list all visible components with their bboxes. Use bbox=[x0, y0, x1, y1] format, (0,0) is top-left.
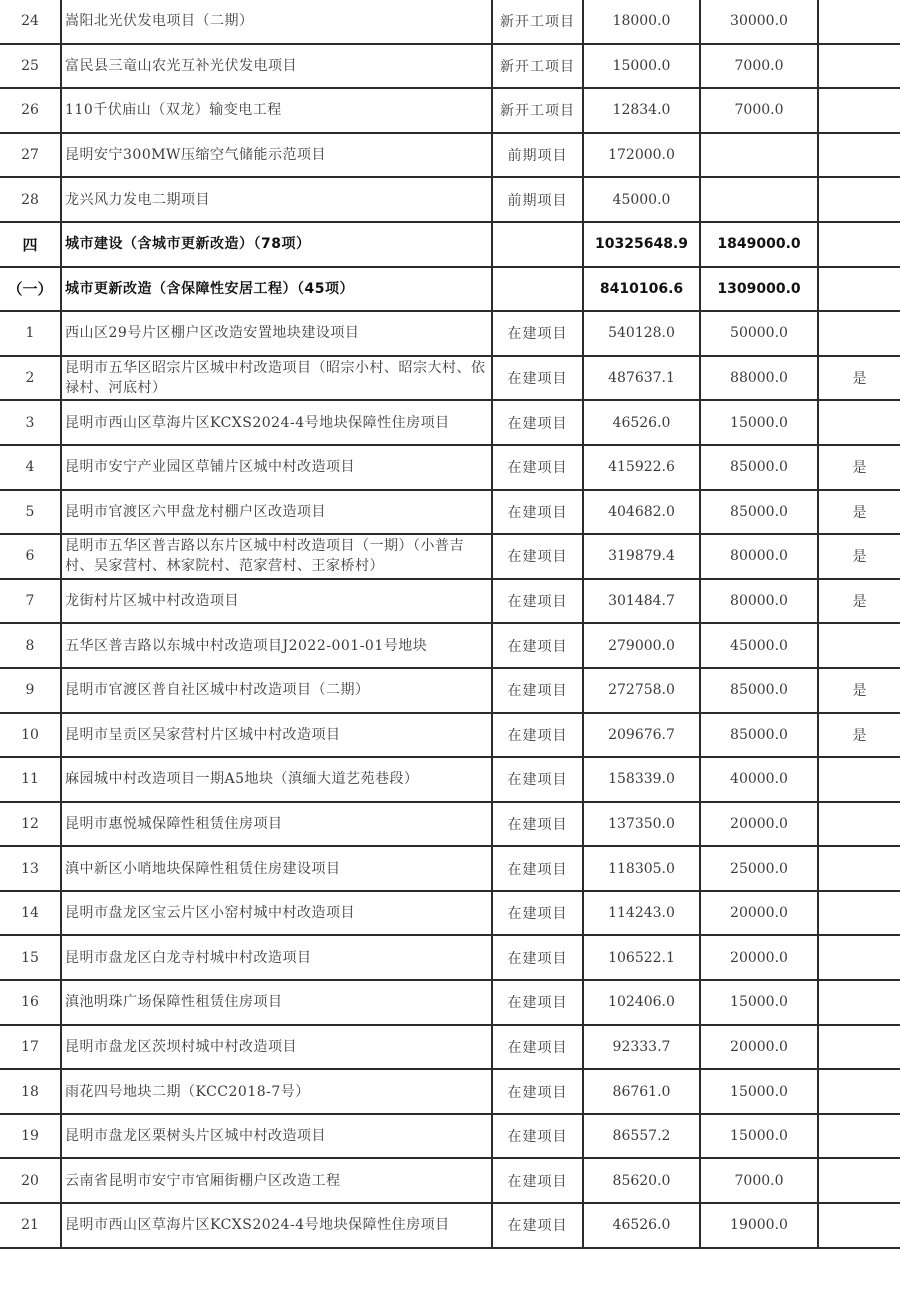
total-investment: 12834.0 bbox=[583, 88, 700, 133]
row-number: 7 bbox=[0, 579, 61, 624]
flag-cell bbox=[818, 0, 900, 44]
project-type: 前期项目 bbox=[492, 177, 583, 222]
total-investment: 279000.0 bbox=[583, 623, 700, 668]
project-name: 雨花四号地块二期（KCC2018-7号） bbox=[61, 1069, 492, 1114]
table-row bbox=[0, 668, 900, 713]
table-row bbox=[0, 935, 900, 980]
project-name: 昆明安宁300MW压缩空气储能示范项目 bbox=[61, 133, 492, 178]
row-number: 5 bbox=[0, 490, 61, 535]
flag-cell bbox=[818, 177, 900, 222]
total-investment: 85620.0 bbox=[583, 1158, 700, 1203]
project-name: 五华区普吉路以东城中村改造项目J2022-001-01号地块 bbox=[61, 623, 492, 668]
flag-cell: 是 bbox=[818, 713, 900, 758]
table-row bbox=[0, 802, 900, 847]
row-number: 8 bbox=[0, 623, 61, 668]
project-name: 昆明市官渡区普自社区城中村改造项目（二期） bbox=[61, 668, 492, 713]
annual-investment: 15000.0 bbox=[700, 400, 818, 445]
project-type: 在建项目 bbox=[492, 1203, 583, 1248]
row-number: 20 bbox=[0, 1158, 61, 1203]
row-number: 18 bbox=[0, 1069, 61, 1114]
table-row bbox=[0, 713, 900, 758]
flag-cell bbox=[818, 222, 900, 267]
annual-investment: 80000.0 bbox=[700, 534, 818, 579]
row-number: 28 bbox=[0, 177, 61, 222]
total-investment: 102406.0 bbox=[583, 980, 700, 1025]
flag-cell bbox=[818, 267, 900, 312]
annual-investment: 1849000.0 bbox=[700, 222, 818, 267]
flag-cell bbox=[818, 757, 900, 802]
total-investment: 487637.1 bbox=[583, 356, 700, 401]
flag-cell bbox=[818, 44, 900, 89]
annual-investment: 7000.0 bbox=[700, 44, 818, 89]
table-row bbox=[0, 623, 900, 668]
project-type: 在建项目 bbox=[492, 400, 583, 445]
project-name: 110千伏庙山（双龙）输变电工程 bbox=[61, 88, 492, 133]
project-type: 在建项目 bbox=[492, 534, 583, 579]
project-type: 新开工项目 bbox=[492, 44, 583, 89]
row-number: 24 bbox=[0, 0, 61, 44]
annual-investment: 45000.0 bbox=[700, 623, 818, 668]
project-name: 昆明市安宁产业园区草铺片区城中村改造项目 bbox=[61, 445, 492, 490]
project-name: 昆明市五华区昭宗片区城中村改造项目（昭宗小村、昭宗大村、依禄村、河底村） bbox=[61, 356, 492, 401]
flag-cell bbox=[818, 133, 900, 178]
project-type: 在建项目 bbox=[492, 713, 583, 758]
annual-investment: 80000.0 bbox=[700, 579, 818, 624]
project-name: 昆明市官渡区六甲盘龙村棚户区改造项目 bbox=[61, 490, 492, 535]
project-name: 昆明市五华区普吉路以东片区城中村改造项目（一期）（小普吉村、吴家营村、林家院村、范家营村、王家桥村） bbox=[61, 534, 492, 579]
project-type: 在建项目 bbox=[492, 668, 583, 713]
project-type: 在建项目 bbox=[492, 1025, 583, 1070]
annual-investment: 85000.0 bbox=[700, 668, 818, 713]
project-name: 昆明市呈贡区吴家营村片区城中村改造项目 bbox=[61, 713, 492, 758]
total-investment: 172000.0 bbox=[583, 133, 700, 178]
total-investment: 18000.0 bbox=[583, 0, 700, 44]
total-investment: 158339.0 bbox=[583, 757, 700, 802]
table-row bbox=[0, 0, 900, 44]
project-name: 龙兴风力发电二期项目 bbox=[61, 177, 492, 222]
row-number: 1 bbox=[0, 311, 61, 356]
row-number: 27 bbox=[0, 133, 61, 178]
total-investment: 209676.7 bbox=[583, 713, 700, 758]
total-investment: 46526.0 bbox=[583, 1203, 700, 1248]
project-type bbox=[492, 222, 583, 267]
total-investment: 46526.0 bbox=[583, 400, 700, 445]
table-row bbox=[0, 891, 900, 936]
annual-investment: 85000.0 bbox=[700, 490, 818, 535]
flag-cell bbox=[818, 1025, 900, 1070]
table-row bbox=[0, 311, 900, 356]
table-row bbox=[0, 534, 900, 579]
project-name: 滇池明珠广场保障性租赁住房项目 bbox=[61, 980, 492, 1025]
project-name: 龙街村片区城中村改造项目 bbox=[61, 579, 492, 624]
flag-cell bbox=[818, 88, 900, 133]
project-type: 在建项目 bbox=[492, 623, 583, 668]
row-number: 17 bbox=[0, 1025, 61, 1070]
total-investment: 118305.0 bbox=[583, 846, 700, 891]
project-type: 在建项目 bbox=[492, 579, 583, 624]
project-type: 在建项目 bbox=[492, 802, 583, 847]
row-number: 21 bbox=[0, 1203, 61, 1248]
flag-cell: 是 bbox=[818, 356, 900, 401]
project-name: 富民县三竜山农光互补光伏发电项目 bbox=[61, 44, 492, 89]
annual-investment: 20000.0 bbox=[700, 802, 818, 847]
row-number: 15 bbox=[0, 935, 61, 980]
table-row bbox=[0, 490, 900, 535]
flag-cell: 是 bbox=[818, 668, 900, 713]
total-investment: 86761.0 bbox=[583, 1069, 700, 1114]
annual-investment bbox=[700, 133, 818, 178]
table-row bbox=[0, 757, 900, 802]
project-type: 在建项目 bbox=[492, 1069, 583, 1114]
total-investment: 319879.4 bbox=[583, 534, 700, 579]
row-number: 9 bbox=[0, 668, 61, 713]
row-number: 12 bbox=[0, 802, 61, 847]
annual-investment: 85000.0 bbox=[700, 445, 818, 490]
section-header-row bbox=[0, 222, 900, 267]
table-row bbox=[0, 400, 900, 445]
row-number: 26 bbox=[0, 88, 61, 133]
project-type: 在建项目 bbox=[492, 757, 583, 802]
annual-investment: 20000.0 bbox=[700, 1025, 818, 1070]
total-investment: 415922.6 bbox=[583, 445, 700, 490]
total-investment: 8410106.6 bbox=[583, 267, 700, 312]
project-type: 在建项目 bbox=[492, 980, 583, 1025]
flag-cell bbox=[818, 1114, 900, 1159]
project-name: 昆明市盘龙区栗树头片区城中村改造项目 bbox=[61, 1114, 492, 1159]
project-name: 嵩阳北光伏发电项目（二期） bbox=[61, 0, 492, 44]
annual-investment: 20000.0 bbox=[700, 891, 818, 936]
project-name: 昆明市盘龙区白龙寺村城中村改造项目 bbox=[61, 935, 492, 980]
row-number: 11 bbox=[0, 757, 61, 802]
total-investment: 106522.1 bbox=[583, 935, 700, 980]
table-row bbox=[0, 579, 900, 624]
annual-investment: 85000.0 bbox=[700, 713, 818, 758]
flag-cell bbox=[818, 1069, 900, 1114]
annual-investment: 25000.0 bbox=[700, 846, 818, 891]
table-row bbox=[0, 1203, 900, 1248]
flag-cell: 是 bbox=[818, 579, 900, 624]
project-name: 昆明市西山区草海片区KCXS2024-4号地块保障性住房项目 bbox=[61, 400, 492, 445]
project-type: 在建项目 bbox=[492, 490, 583, 535]
total-investment: 272758.0 bbox=[583, 668, 700, 713]
project-name: 昆明市盘龙区茨坝村城中村改造项目 bbox=[61, 1025, 492, 1070]
flag-cell bbox=[818, 400, 900, 445]
annual-investment: 15000.0 bbox=[700, 1114, 818, 1159]
flag-cell bbox=[818, 935, 900, 980]
row-number: 2 bbox=[0, 356, 61, 401]
total-investment: 15000.0 bbox=[583, 44, 700, 89]
table-row bbox=[0, 356, 900, 401]
annual-investment: 15000.0 bbox=[700, 1069, 818, 1114]
project-type: 新开工项目 bbox=[492, 0, 583, 44]
section-header-row bbox=[0, 267, 900, 312]
project-name: 滇中新区小哨地块保障性租赁住房建设项目 bbox=[61, 846, 492, 891]
annual-investment: 20000.0 bbox=[700, 935, 818, 980]
annual-investment bbox=[700, 177, 818, 222]
project-type: 在建项目 bbox=[492, 1158, 583, 1203]
flag-cell: 是 bbox=[818, 534, 900, 579]
row-number: 4 bbox=[0, 445, 61, 490]
annual-investment: 1309000.0 bbox=[700, 267, 818, 312]
project-type: 在建项目 bbox=[492, 891, 583, 936]
table-row bbox=[0, 133, 900, 178]
project-name: 昆明市西山区草海片区KCXS2024-4号地块保障性住房项目 bbox=[61, 1203, 492, 1248]
project-type: 新开工项目 bbox=[492, 88, 583, 133]
row-number: 四 bbox=[0, 222, 61, 267]
flag-cell bbox=[818, 311, 900, 356]
project-type: 在建项目 bbox=[492, 846, 583, 891]
flag-cell bbox=[818, 1203, 900, 1248]
total-investment: 92333.7 bbox=[583, 1025, 700, 1070]
flag-cell: 是 bbox=[818, 445, 900, 490]
table-row bbox=[0, 1114, 900, 1159]
row-number: 19 bbox=[0, 1114, 61, 1159]
annual-investment: 40000.0 bbox=[700, 757, 818, 802]
annual-investment: 19000.0 bbox=[700, 1203, 818, 1248]
project-name: 云南省昆明市安宁市官厢街棚户区改造工程 bbox=[61, 1158, 492, 1203]
row-number: （一） bbox=[0, 267, 61, 312]
annual-investment: 7000.0 bbox=[700, 1158, 818, 1203]
table-row bbox=[0, 44, 900, 89]
total-investment: 540128.0 bbox=[583, 311, 700, 356]
flag-cell bbox=[818, 891, 900, 936]
project-type: 在建项目 bbox=[492, 445, 583, 490]
total-investment: 404682.0 bbox=[583, 490, 700, 535]
row-number: 13 bbox=[0, 846, 61, 891]
project-name: 昆明市盘龙区宝云片区小窑村城中村改造项目 bbox=[61, 891, 492, 936]
table-row bbox=[0, 177, 900, 222]
flag-cell bbox=[818, 980, 900, 1025]
project-name: 麻园城中村改造项目一期A5地块（滇缅大道艺苑巷段） bbox=[61, 757, 492, 802]
table-row bbox=[0, 846, 900, 891]
table-row bbox=[0, 1158, 900, 1203]
project-type: 前期项目 bbox=[492, 133, 583, 178]
table-row bbox=[0, 445, 900, 490]
total-investment: 301484.7 bbox=[583, 579, 700, 624]
row-number: 25 bbox=[0, 44, 61, 89]
flag-cell: 是 bbox=[818, 490, 900, 535]
row-number: 6 bbox=[0, 534, 61, 579]
annual-investment: 50000.0 bbox=[700, 311, 818, 356]
project-type: 在建项目 bbox=[492, 311, 583, 356]
table-row bbox=[0, 980, 900, 1025]
row-number: 14 bbox=[0, 891, 61, 936]
total-investment: 86557.2 bbox=[583, 1114, 700, 1159]
project-type: 在建项目 bbox=[492, 1114, 583, 1159]
total-investment: 45000.0 bbox=[583, 177, 700, 222]
total-investment: 137350.0 bbox=[583, 802, 700, 847]
flag-cell bbox=[818, 623, 900, 668]
flag-cell bbox=[818, 846, 900, 891]
project-name: 城市建设（含城市更新改造）（78项） bbox=[61, 222, 492, 267]
table-row bbox=[0, 1025, 900, 1070]
total-investment: 10325648.9 bbox=[583, 222, 700, 267]
flag-cell bbox=[818, 802, 900, 847]
project-type bbox=[492, 267, 583, 312]
row-number: 16 bbox=[0, 980, 61, 1025]
project-type: 在建项目 bbox=[492, 356, 583, 401]
annual-investment: 30000.0 bbox=[700, 0, 818, 44]
project-name: 城市更新改造（含保障性安居工程）（45项） bbox=[61, 267, 492, 312]
project-name: 西山区29号片区棚户区改造安置地块建设项目 bbox=[61, 311, 492, 356]
row-number: 10 bbox=[0, 713, 61, 758]
row-number: 3 bbox=[0, 400, 61, 445]
annual-investment: 15000.0 bbox=[700, 980, 818, 1025]
total-investment: 114243.0 bbox=[583, 891, 700, 936]
flag-cell bbox=[818, 1158, 900, 1203]
annual-investment: 88000.0 bbox=[700, 356, 818, 401]
table-row bbox=[0, 88, 900, 133]
annual-investment: 7000.0 bbox=[700, 88, 818, 133]
project-type: 在建项目 bbox=[492, 935, 583, 980]
project-name: 昆明市惠悦城保障性租赁住房项目 bbox=[61, 802, 492, 847]
table-row bbox=[0, 1069, 900, 1114]
